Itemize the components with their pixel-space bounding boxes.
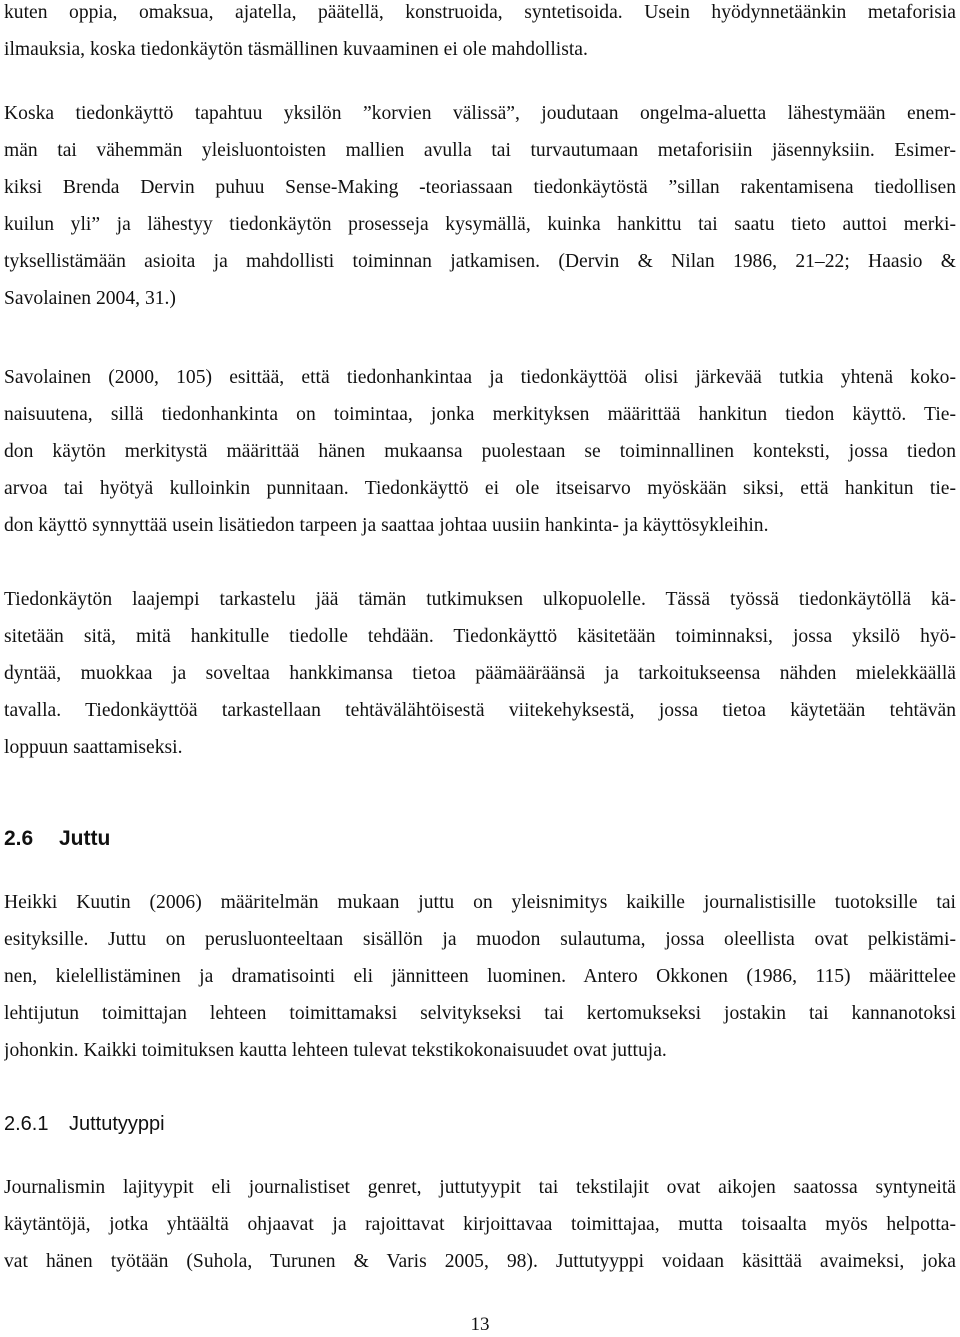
text-line: kiksi Brenda Dervin puhuu Sense-Making -teoriassaan tiedonkäytöstä ”sillan rakentamisena tiedollisen [4, 177, 956, 198]
section-title: Juttu [59, 827, 111, 850]
paragraph-5 [4, 884, 956, 1069]
subsection-title: Juttutyyppi [69, 1113, 165, 1135]
paragraph-3 [4, 359, 956, 544]
text-line: johonkin. Kaikki toimituksen kautta lehteen tulevat tekstikokonaisuudet ovat juttuja. [4, 1040, 667, 1061]
text-line: lehtijutun toimittajan lehteen toimittamaksi selvitykseksi tai kertomukseksi jostakin tai kannanotoksi [4, 1003, 956, 1024]
text-line: kuten oppia, omaksua, ajatella, päätellä, konstruoida, syntetisoida. Usein hyödynnetäänkin metaforisia [4, 2, 956, 23]
text-line: naisuutena, sillä tiedonhankinta on toimintaa, jonka merkityksen määrittää hankitun tiedon käyttö. Tie- [4, 404, 956, 425]
text-line: ilmauksia, koska tiedonkäytön täsmällinen kuvaaminen ei ole mahdollista. [4, 39, 588, 60]
text-line: loppuun saattamiseksi. [4, 737, 183, 758]
text-line: Koska tiedonkäyttö tapahtuu yksilön ”korvien välissä”, joudutaan ongelma-aluetta lähestymään enem- [4, 103, 956, 124]
text-line: nen, kielellistäminen ja dramatisointi eli jännitteen luominen. Antero Okkonen (1986, 115) määrittelee [4, 966, 956, 987]
paragraph-4 [4, 581, 956, 766]
text-line: dyntää, muokkaa ja soveltaa hankkimansa tietoa päämääräänsä ja tarkoitukseensa nähden mielekkäällä [4, 663, 956, 684]
text-line: sitetään sitä, mitä hankitulle tiedolle tehdään. Tiedonkäyttö käsitetään toiminnaksi, jossa yksilö hyö- [4, 626, 956, 647]
subsection-number: 2.6.1 [4, 1113, 49, 1135]
text-line: Savolainen 2004, 31.) [4, 288, 176, 309]
page-number: 13 [470, 1314, 490, 1335]
subsection-heading [4, 1109, 165, 1139]
paragraph-1 [4, 0, 956, 68]
text-line: don käytön merkitystä määrittää hänen mukaansa puolestaan se toiminnallinen konteksti, jossa tiedon [4, 441, 956, 462]
text-line: män tai vähemmän yleisluontoisten mallien avulla tai turvautumaan metaforisiin jäsennyksiin. Esimer- [4, 140, 956, 161]
text-line: tyksellistämään asioita ja mahdollisti toiminnan jatkamisen. (Dervin & Nilan 1986, 21–22; Haasio & [4, 251, 956, 272]
text-line: vat hänen työtään (Suhola, Turunen & Varis 2005, 98). Juttutyyppi voidaan käsittää avaimeksi, joka [4, 1251, 956, 1272]
text-line: arvoa tai hyötyä kulloinkin punnitaan. Tiedonkäyttö ei ole itseisarvo myöskään siksi, että hankitun tie- [4, 478, 956, 499]
paragraph-2 [4, 95, 956, 317]
section-number: 2.6 [4, 827, 34, 850]
text-line: Tiedonkäytön laajempi tarkastelu jää tämän tutkimuksen ulkopuolelle. Tässä työssä tiedonkäytöllä kä- [4, 589, 956, 610]
text-line: kuilun yli” ja lähestyy tiedonkäytön prosesseja kysymällä, kuinka hankittu tai saatu tieto auttoi merki- [4, 214, 956, 235]
paragraph-6 [4, 1169, 956, 1280]
text-line: Journalismin lajityypit eli journalistiset genret, juttutyypit tai tekstilajit ovat aikojen saatossa syntyneitä [4, 1177, 956, 1198]
text-line: Heikki Kuutin (2006) määritelmän mukaan juttu on yleisnimitys kaikille journalistisille tuotoksille tai [4, 892, 956, 913]
text-line: käytäntöjä, jotka yhtäältä ohjaavat ja rajoittavat kirjoittavaa toimittajaa, mutta toisaalta myös helpotta- [4, 1214, 956, 1235]
text-line: Savolainen (2000, 105) esittää, että tiedonhankintaa ja tiedonkäyttöä olisi järkevää tutkia yhtenä koko- [4, 367, 956, 388]
text-line: tavalla. Tiedonkäyttöä tarkastellaan tehtävälähtöisestä viitekehyksestä, jossa tietoa käytetään tehtävän [4, 700, 956, 721]
text-line: esityksille. Juttu on perusluonteeltaan sisällön ja muodon sulautuma, jossa oleellista ovat pelkistämi- [4, 929, 956, 950]
section-heading [4, 824, 110, 854]
text-line: don käyttö synnyttää usein lisätiedon tarpeen ja saattaa johtaa uusiin hankinta- ja käyttösykleihin. [4, 515, 769, 536]
